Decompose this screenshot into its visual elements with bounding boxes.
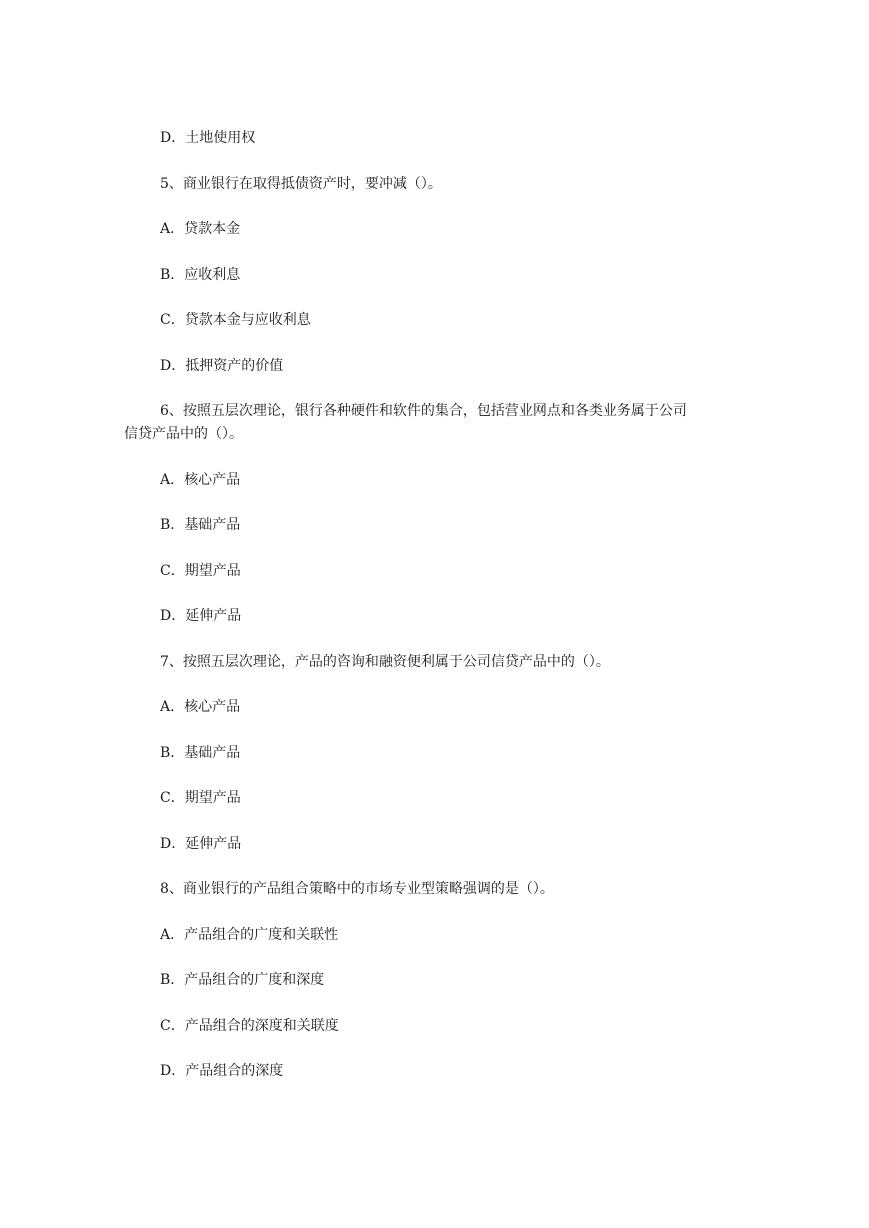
- option-a-q6: A．核心产品: [160, 471, 241, 488]
- option-d-q6: D．延伸产品: [160, 608, 242, 624]
- option-b-q8: B．产品组合的广度和深度: [160, 972, 325, 988]
- question-6: [0, 400, 869, 446]
- question-8: 8、商业银行的产品组合策略中的市场专业型策略强调的是（）。: [160, 881, 554, 897]
- option-c-q5: C．贷款本金与应收利息: [160, 312, 311, 328]
- option-d-q7: D．延伸产品: [160, 835, 242, 852]
- question-5: 5、商业银行在取得抵债资产时，要冲减（）。: [160, 175, 442, 192]
- option-c-q6: C．期望产品: [160, 562, 241, 579]
- option-d-q8: D．产品组合的深度: [160, 1063, 284, 1079]
- option-b-q7: B．基础产品: [160, 744, 241, 761]
- option-d-q4: D．土地使用权: [160, 130, 256, 146]
- option-a-q7: A．核心产品: [160, 699, 241, 715]
- question-6-line-2: 信贷产品中的（）。: [124, 426, 243, 442]
- option-c-q7: C．期望产品: [160, 790, 241, 806]
- option-a-q5: A．贷款本金: [160, 221, 241, 237]
- option-b-q5: B．应收利息: [160, 266, 241, 283]
- option-b-q6: B．基础产品: [160, 517, 241, 533]
- question-7: 7、按照五层次理论，产品的咨询和融资便利属于公司信贷产品中的（）。: [160, 653, 610, 670]
- option-a-q8: A．产品组合的广度和关联性: [160, 926, 339, 943]
- question-6-line-1: 6、按照五层次理论，银行各种硬件和软件的集合，包括营业网点和各类业务属于公司: [160, 403, 687, 419]
- option-c-q8: C．产品组合的深度和关联度: [160, 1017, 339, 1034]
- option-d-q5: D．抵押资产的价值: [160, 357, 284, 374]
